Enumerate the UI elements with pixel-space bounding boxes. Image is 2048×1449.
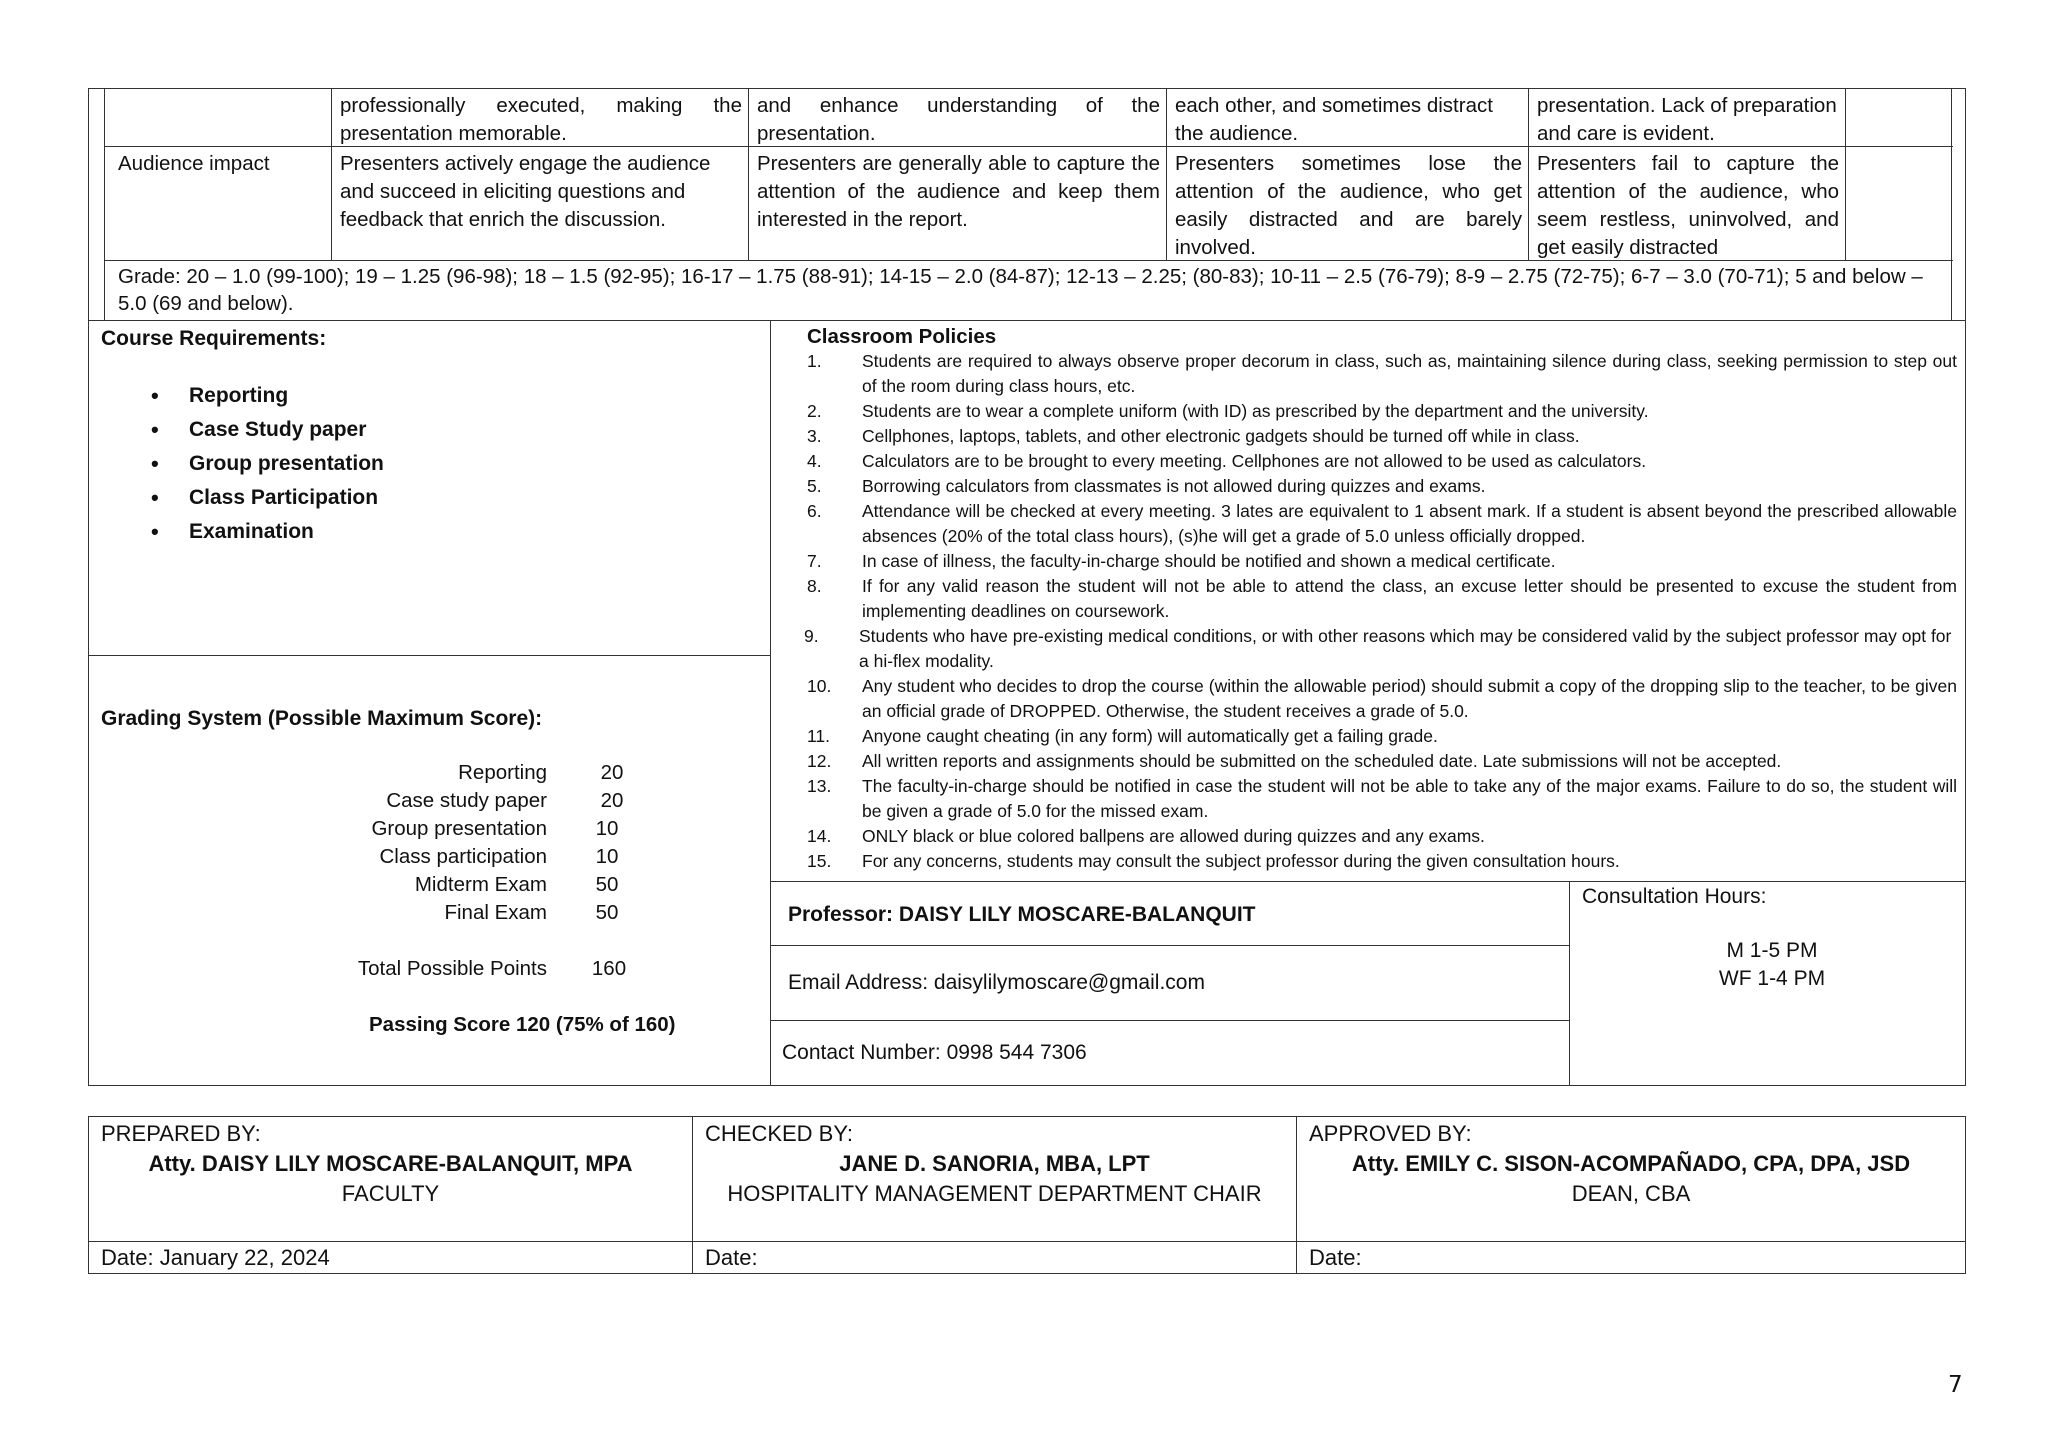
table-row (89, 871, 769, 899)
rubric-audience-c1: Presenters actively engage the audience and succeed in eliciting questions and feedback that enrich the discussion. (340, 152, 711, 231)
policy-text: In case of illness, the faculty-in-charge should be notified and shown a medical certificate. (862, 551, 1556, 571)
checked-date: Date: (705, 1245, 758, 1270)
grading-value: 50 (595, 901, 619, 924)
policy-text: Students are required to always observe proper decorum in class, such as, maintaining silence during class, seeking permission to step out of the room during class hours, etc. (862, 351, 1957, 396)
list-item (807, 474, 1957, 499)
grading-value: 20 (600, 789, 624, 812)
policy-text: If for any valid reason the student will not be able to attend the class, an excuse letter should be presented to excuse the student from implementing deadlines on coursework. (862, 576, 1957, 621)
policy-text: Students who have pre-existing medical conditions, or with other reasons which may be considered valid by the subject professor may opt for a hi-flex modality. (859, 626, 1952, 671)
grading-label: Case study paper (386, 789, 547, 812)
signatories-table (88, 1116, 1966, 1274)
list-item (807, 349, 1957, 399)
list-item: • Examination (101, 515, 761, 549)
policy-number: 12. (807, 751, 832, 771)
table-row (89, 843, 769, 871)
list-item (807, 749, 1957, 774)
policy-text: For any concerns, students may consult the subject professor during the given consultation hours. (862, 851, 1620, 871)
list-item (807, 849, 1957, 874)
list-item: • Class Participation (101, 481, 761, 515)
prepared-by-name: Atty. DAISY LILY MOSCARE-BALANQUIT, MPA (148, 1151, 633, 1176)
grading-label: Group presentation (371, 817, 547, 840)
passing-score: Passing Score 120 (75% of 160) (369, 1013, 676, 1036)
policy-number: 14. (807, 826, 832, 846)
policy-number: 6. (807, 501, 822, 521)
col-line (748, 88, 749, 260)
rubric-criterion-audience-impact: Audience impact (118, 152, 270, 175)
policy-number: 3. (807, 426, 822, 446)
policy-text: Any student who decides to drop the course (within the allowable period) should submit a copy of the dropping slip to the teacher, to be given an official grade of DROPPED. Otherwise, the student receives a grade of 5.0. (862, 676, 1957, 721)
grade-scale: Grade: 20 – 1.0 (99-100); 19 – 1.25 (96-98); 18 – 1.5 (92-95); 16-17 – 1.75 (88-91); 14-15 – 2.0 (84-87); 12-13 – 2.25; (80-83); 10-11 – 2.5 (76-79); 8-9 – 2.75 (72-75); 6-7 – 3.0 (70-71); 5 and below – 5.0 (69 and below). (118, 265, 1923, 315)
policy-number: 1. (807, 351, 822, 371)
approved-by-label: APPROVED BY: (1309, 1121, 1472, 1146)
policy-text: Attendance will be checked at every meeting. 3 lates are equivalent to 1 absent mark. If a student is absent beyond the prescribed allowable absences (20% of the total class hours), (s)he will get a grade of 5.0 unless officially dropped. (862, 501, 1957, 546)
list-item (804, 624, 1957, 674)
rubric-prev-c2: and enhance understanding of the presentation. (757, 94, 1160, 145)
course-requirements-list (101, 379, 761, 549)
policy-number: 13. (807, 776, 832, 796)
consultation-hours-2: WF 1-4 PM (1718, 967, 1826, 990)
grading-value: 50 (595, 873, 619, 896)
grading-value: 10 (595, 845, 619, 868)
box-line (770, 1020, 1570, 1021)
checked-by-role: HOSPITALITY MANAGEMENT DEPARTMENT CHAIR (727, 1181, 1262, 1206)
total-value: 160 (591, 957, 627, 980)
box-line (770, 945, 1570, 946)
list-item: • Case Study paper (101, 413, 761, 447)
policy-number: 11. (807, 726, 831, 746)
rubric-audience-c4: Presenters fail to capture the attention of the audience, who seem restless, uninvolved, and get easily distracted (1537, 152, 1839, 259)
professor-contact: Contact Number: 0998 544 7306 (782, 1041, 1087, 1064)
policy-number: 9. (804, 626, 819, 646)
classroom-policies-title: Classroom Policies (807, 325, 997, 348)
grading-label: Midterm Exam (414, 873, 547, 896)
approved-by-name: Atty. EMILY C. SISON-ACOMPAÑADO, CPA, DPA, JSD (1351, 1151, 1911, 1176)
checked-by-label: CHECKED BY: (705, 1121, 853, 1146)
col-line (1166, 88, 1167, 260)
table-row (89, 899, 769, 927)
list-item: • Reporting (101, 379, 761, 413)
row-line (89, 1241, 1965, 1242)
policy-text: The faculty-in-charge should be notified in case the student will not be able to take any of the major exams. Failure to do so, the student will be given a grade of 5.0 for the missed exam. (862, 776, 1957, 821)
grading-label: Class participation (379, 845, 547, 868)
list-item (807, 774, 1957, 824)
professor-name: Professor: DAISY LILY MOSCARE-BALANQUIT (788, 903, 1256, 926)
prepared-by-role: FACULTY (341, 1181, 440, 1206)
list-item (807, 824, 1957, 849)
grading-system-table (89, 759, 769, 1079)
consultation-hours-1: M 1-5 PM (1726, 939, 1818, 962)
course-details-section (88, 320, 1966, 1086)
col-line (331, 88, 332, 260)
col-line (1845, 88, 1846, 260)
rubric-prev-c3: each other, and sometimes distract the audience. (1175, 94, 1493, 145)
grading-label: Reporting (458, 761, 547, 784)
rubric-table (88, 88, 1966, 320)
professor-info-box (770, 881, 1965, 1085)
rubric-prev-c4: presentation. Lack of preparation and care is evident. (1537, 94, 1837, 145)
page-number: 7 (1948, 1372, 1963, 1398)
left-divider (89, 655, 771, 656)
prepared-by-label: PREPARED BY: (101, 1121, 261, 1146)
approved-date: Date: (1309, 1245, 1362, 1270)
policy-number: 2. (807, 401, 822, 421)
approved-by-role: DEAN, CBA (1571, 1181, 1691, 1206)
total-label: Total Possible Points (357, 957, 547, 980)
policy-number: 7. (807, 551, 822, 571)
grading-system-title: Grading System (Possible Maximum Score): (101, 707, 543, 730)
rubric-audience-c2: Presenters are generally able to capture the attention of the audience and keep them interested in the report. (757, 152, 1160, 231)
grading-value: 20 (600, 761, 624, 784)
list-item (807, 549, 1957, 574)
list-item (807, 499, 1957, 549)
course-requirements-title: Course Requirements: (101, 327, 327, 350)
total-row (89, 955, 769, 983)
list-item (807, 424, 1957, 449)
list-item (807, 724, 1957, 749)
grading-label: Final Exam (444, 901, 547, 924)
list-item (807, 399, 1957, 424)
list-item (807, 449, 1957, 474)
policy-text: ONLY black or blue colored ballpens are allowed during quizzes and any exams. (862, 826, 1485, 846)
box-line (770, 881, 1965, 882)
table-row (89, 815, 769, 843)
prepared-date: Date: January 22, 2024 (101, 1245, 330, 1270)
list-item (807, 674, 1957, 724)
list-item: • Group presentation (101, 447, 761, 481)
table-row (89, 759, 769, 787)
policy-text: Borrowing calculators from classmates is not allowed during quizzes and exams. (862, 476, 1486, 496)
policy-text: Anyone caught cheating (in any form) will automatically get a failing grade. (862, 726, 1438, 746)
policy-number: 10. (807, 676, 832, 696)
checked-by-name: JANE D. SANORIA, MBA, LPT (839, 1151, 1150, 1176)
professor-email: Email Address: daisylilymoscare@gmail.com (788, 971, 1205, 994)
table-row (89, 787, 769, 815)
policy-number: 4. (807, 451, 822, 471)
grading-value: 10 (595, 817, 619, 840)
rubric-prev-c1: professionally executed, making the presentation memorable. (340, 94, 742, 145)
consultation-hours-title: Consultation Hours: (1582, 885, 1767, 908)
policy-text: Cellphones, laptops, tablets, and other electronic gadgets should be turned off while in class. (862, 426, 1580, 446)
policy-number: 15. (807, 851, 832, 871)
policy-text: All written reports and assignments should be submitted on the scheduled date. Late submissions will not be accepted. (862, 751, 1782, 771)
policy-text: Calculators are to be brought to every meeting. Cellphones are not allowed to be used as calculators. (862, 451, 1647, 471)
policy-number: 8. (807, 576, 822, 596)
col-line (1528, 88, 1529, 260)
policy-number: 5. (807, 476, 822, 496)
policy-text: Students are to wear a complete uniform (with ID) as prescribed by the department and the university. (862, 401, 1649, 421)
classroom-policies-list (804, 349, 1957, 909)
list-item (807, 574, 1957, 624)
rubric-audience-c3: Presenters sometimes lose the attention of the audience, who get easily distracted and are barely involved. (1175, 152, 1522, 259)
